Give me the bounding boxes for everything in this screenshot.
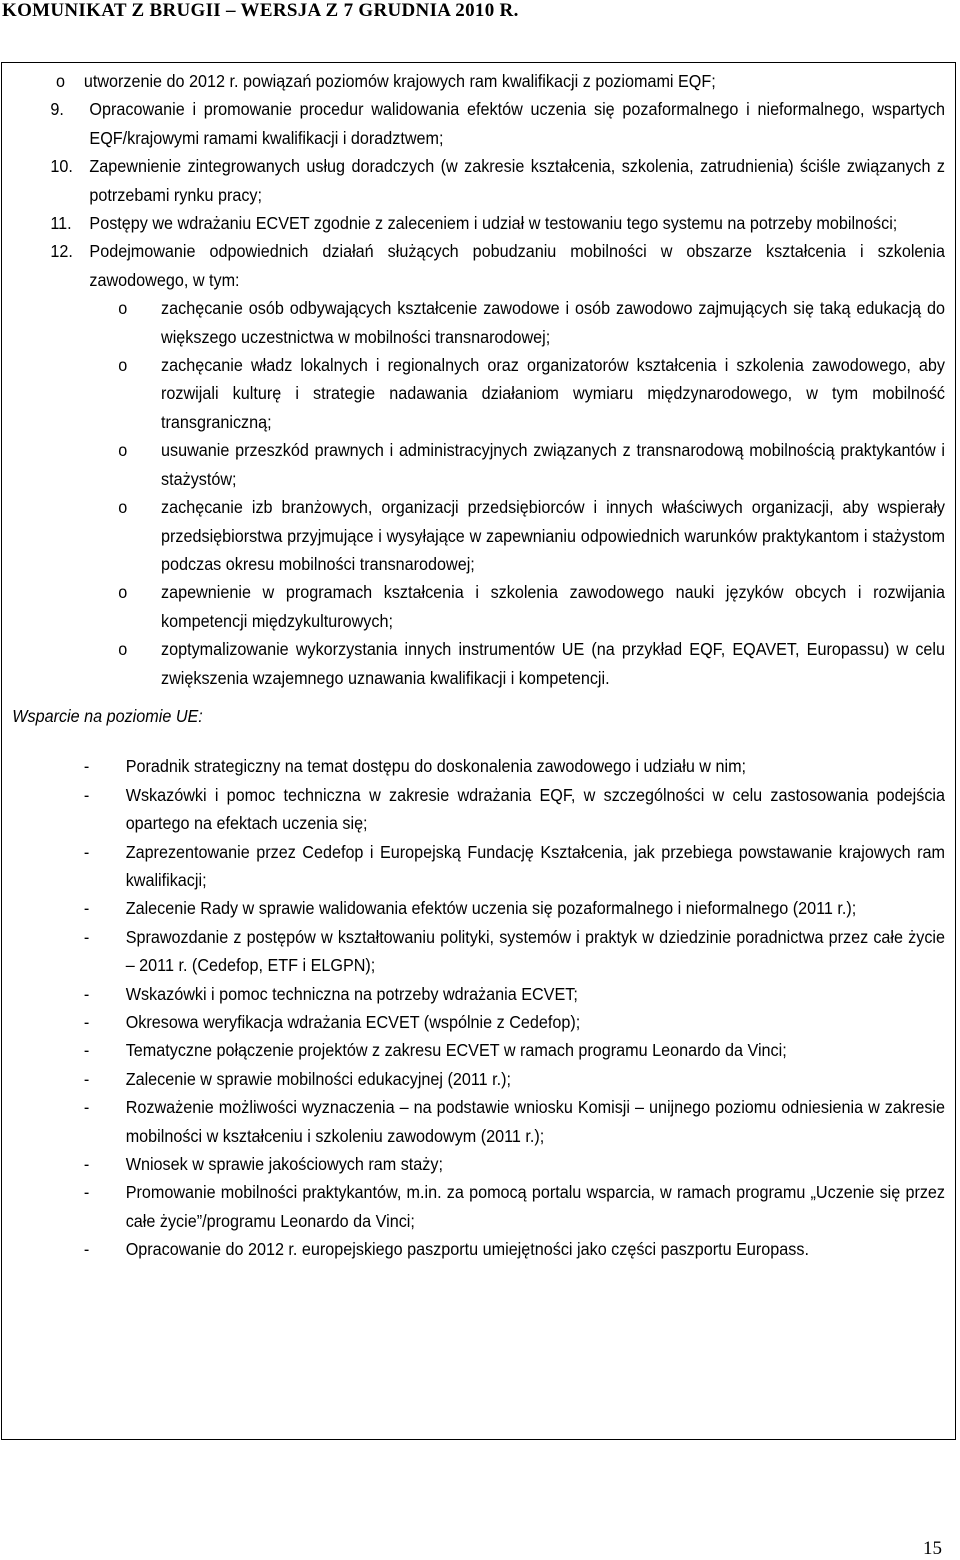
list-item — [50, 237, 946, 294]
eu-list-item — [83, 1093, 946, 1150]
eu-list-item — [83, 1235, 945, 1263]
sub-list-item — [118, 635, 946, 692]
sub-list-marker: o — [118, 440, 128, 461]
eu-list-item — [83, 1065, 945, 1093]
eu-list-item — [83, 980, 945, 1008]
sub-list-item — [118, 294, 946, 351]
eu-list-item — [83, 838, 946, 895]
eu-list-item-text: Zaprezentowanie przez Cedefop i Europejską Fundację Kształcenia, jak przebiega powstawanie krajowych ram kwalifikacji; — [125, 841, 946, 890]
eu-list-item — [83, 894, 945, 922]
eu-list-marker: - — [83, 1012, 90, 1032]
list-marker: 12. — [50, 241, 73, 262]
eu-list-marker: - — [83, 1068, 90, 1089]
list-item-text: Zapewnienie zintegrowanych usług doradczych (w zakresie kształcenia, szkolenia, zatrudnienia) ściśle związanych z potrzebami rynku pracy; — [89, 156, 946, 205]
eu-list-marker: - — [83, 1239, 90, 1260]
sub-list-item-text: usuwanie przeszkód prawnych i administracyjnych związanych z transnarodową mobilnością praktykantów i stażystów; — [161, 440, 946, 489]
list-item — [50, 95, 946, 152]
list-item-text: Podejmowanie odpowiednich działań służących pobudzaniu mobilności w obszarze kształcenia i szkolenia zawodowego, w tym: — [89, 241, 946, 290]
sub-list-item — [118, 493, 946, 578]
eu-list-marker: - — [83, 1182, 90, 1203]
eu-list-item-text: Zalecenie Rady w sprawie walidowania efektów uczenia się pozaformalnego i nieformalnego (2011 r.); — [125, 898, 857, 919]
eu-list-marker: - — [83, 983, 90, 1004]
sub-list-item — [118, 578, 946, 635]
eu-list-marker: - — [83, 841, 90, 862]
list-marker: 9. — [50, 99, 64, 120]
eu-list-item — [83, 752, 945, 780]
eu-list-marker: - — [83, 898, 90, 919]
sub-list-item-text: zachęcanie władz lokalnych i regionalnych oraz organizatorów kształcenia i szkolenia zawodowego, aby rozwijali kulturę i strategie nadawania działaniom wymiaru międzynarodowego, w tym mobilność transgraniczną; — [161, 355, 946, 432]
list-item — [50, 209, 945, 237]
section-heading: Wsparcie na poziomie UE: — [12, 705, 203, 726]
eu-list-item — [83, 1008, 945, 1036]
page-number: 15 — [923, 1538, 942, 1559]
list-item-text: utworzenie do 2012 r. powiązań poziomów krajowych ram kwalifikacji z poziomami EQF; — [83, 71, 716, 91]
sub-list-item-text: zachęcanie izb branżowych, organizacji przedsiębiorców i innych właściwych organizacji, aby wspierały przedsiębiorstwa przyjmujące i wysyłające w zapewnianiu odpowiednich warunków praktykantom i stażystom podczas okresu mobilności transnarodowej; — [161, 497, 946, 574]
sub-list-marker: o — [118, 298, 128, 319]
eu-list-item-text: Poradnik strategiczny na temat dostępu do doskonalenia zawodowego i udziału w nim; — [125, 756, 747, 777]
list-item-text: Opracowanie i promowanie procedur walidowania efektów uczenia się pozaformalnego i nieformalnego, wspartych EQF/krajowymi ramami kwalifikacji i doradztwem; — [89, 99, 946, 148]
sub-list-item — [118, 351, 946, 436]
eu-list-marker: - — [83, 784, 90, 805]
eu-list-marker: - — [83, 756, 90, 777]
list-marker: o — [55, 71, 65, 91]
list-item-text: Postępy we wdrażaniu ECVET zgodnie z zaleceniem i udział w testowaniu tego systemu na potrzeby mobilności; — [89, 213, 898, 234]
content-frame — [1, 62, 956, 1440]
sub-list-marker: o — [118, 355, 128, 376]
eu-list-item — [83, 923, 946, 980]
eu-list-marker: - — [83, 1154, 90, 1175]
sub-list-item-text: zachęcanie osób odbywających kształcenie zawodowe i osób zawodowo zajmujących się taką edukacją do większego uczestnictwa w mobilności transnarodowej; — [161, 298, 946, 347]
eu-list-item-text: Wniosek w sprawie jakościowych ram staży; — [125, 1154, 443, 1175]
eu-list-item-text: Okresowa weryfikacja wdrażania ECVET (wspólnie z Cedefop); — [125, 1012, 581, 1032]
sub-list-item — [118, 436, 946, 493]
eu-list-item-text: Sprawozdanie z postępów w kształtowaniu polityki, systemów i praktyk w dziedzinie poradnictwa przez całe życie – 2011 r. (Cedefop, ETF i ELGPN); — [125, 926, 946, 976]
eu-list-marker: - — [83, 926, 90, 947]
sub-list-marker: o — [118, 639, 128, 660]
eu-list-item — [83, 1178, 946, 1235]
eu-list-item-text: Wskazówki i pomoc techniczna na potrzeby wdrażania ECVET; — [125, 983, 578, 1004]
eu-list-item-text: Tematyczne połączenie projektów z zakresu ECVET w ramach programu Leonardo da Vinci; — [125, 1040, 787, 1061]
list-marker: 11. — [50, 213, 72, 234]
sub-list-item-text: zoptymalizowanie wykorzystania innych instrumentów UE (na przykład EQF, EQAVET, Europassu) w celu zwiększenia wzajemnego uznawania kwalifikacji i kompetencji. — [161, 639, 946, 688]
eu-list-item — [83, 781, 946, 838]
eu-list-item-text: Zalecenie w sprawie mobilności edukacyjnej (2011 r.); — [125, 1068, 512, 1089]
eu-list-marker: - — [83, 1097, 90, 1118]
eu-list-marker: - — [83, 1040, 90, 1061]
document-header: KOMUNIKAT Z BRUGII – WERSJA Z 7 GRUDNIA 2010 R. — [2, 0, 519, 21]
sub-list-marker: o — [118, 497, 128, 518]
eu-list-item-text: Wskazówki i pomoc techniczna w zakresie wdrażania EQF, w szczególności w celu zastosowania podejścia opartego na efektach uczenia się; — [125, 784, 946, 834]
eu-list-item-text: Promowanie mobilności praktykantów, m.in. za pomocą portalu wsparcia, w ramach programu „Uczenie się przez całe życie”/programu Leonardo da Vinci; — [125, 1182, 946, 1231]
sub-list-item-text: zapewnienie w programach kształcenia i szkolenia zawodowego nauki języków obcych i rozwijania kompetencji międzykulturowych; — [161, 582, 946, 631]
sub-list-marker: o — [118, 582, 128, 603]
list-marker: 10. — [50, 156, 73, 177]
content-body — [2, 63, 946, 1264]
eu-list-item — [83, 1150, 945, 1178]
eu-list-item-text: Rozważenie możliwości wyznaczenia – na podstawie wniosku Komisji – unijnego poziomu odniesienia w zakresie mobilności w kształceniu i szkoleniu zawodowym (2011 r.); — [125, 1097, 946, 1146]
list-item — [55, 67, 945, 95]
eu-list-item — [83, 1036, 945, 1064]
eu-list-item-text: Opracowanie do 2012 r. europejskiego paszportu umiejętności jako części paszportu Europass. — [125, 1239, 809, 1260]
list-item — [50, 152, 946, 209]
